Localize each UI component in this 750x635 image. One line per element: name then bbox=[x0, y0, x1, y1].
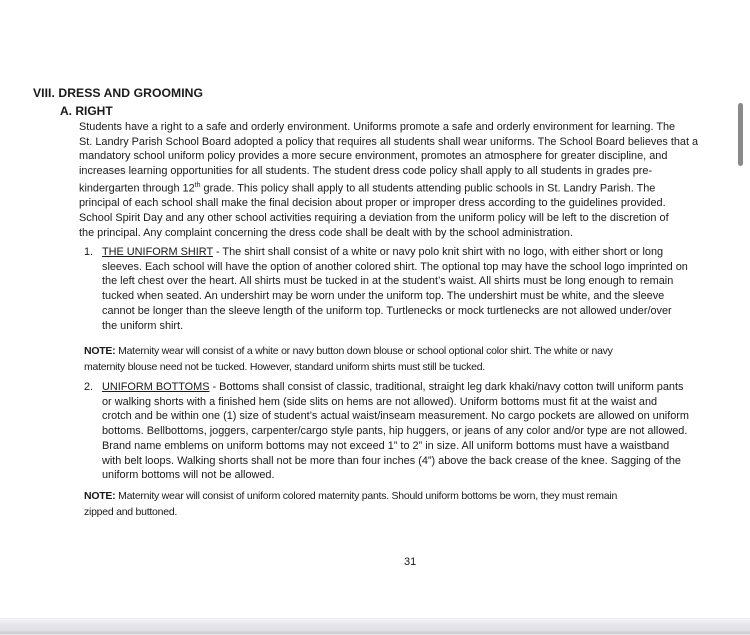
text-line: tucked when seated. An undershirt may be worn under the uniform top. The undershirt must be white, and the sleeve bbox=[102, 290, 665, 303]
text-line: sleeves. Each school will have the option of another colored shirt. The optional top may have the school logo imprinted on bbox=[102, 260, 688, 273]
note-maternity-pants bbox=[84, 488, 714, 520]
text-line: the uniform shirt. bbox=[102, 319, 184, 332]
page-number: 31 bbox=[404, 556, 417, 568]
text-line bbox=[79, 179, 711, 196]
text-span: - Bottoms shall consist of classic, traditional, straight leg dark khaki/navy cotton twill uniform pants bbox=[209, 381, 684, 393]
text-line bbox=[84, 343, 714, 359]
text-span: kindergarten through 12 bbox=[79, 182, 195, 195]
text-line bbox=[102, 245, 714, 260]
text-line: bottoms. Bellbottoms, joggers, carpenter/cargo style pants, hip huggers, or jeans of any color and/or type are not allowed. bbox=[102, 425, 688, 438]
text-line: the principal. Any complaint concerning the dress code shall be dealt with by the school administration. bbox=[79, 226, 573, 239]
text-line: Brand name emblems on uniform bottoms may not exceed 1” to 2” in size. All uniform bottoms must have a waistband bbox=[102, 439, 670, 452]
intro-paragraph bbox=[79, 120, 711, 240]
text-line: increases learning opportunities for all students. The student dress code policy shall apply to all students in grades pre- bbox=[79, 165, 653, 178]
text-line: with belt loops. Walking shorts shall not be more than four inches (4”) above the back crease of the knee. Sagging of the bbox=[102, 454, 681, 467]
list-content bbox=[102, 380, 714, 483]
text-line: principal of each school shall make the final decision about proper or improper dress according to the guidelines provided. bbox=[79, 197, 666, 210]
subsection-title: A. RIGHT bbox=[60, 104, 113, 118]
text-line: or walking shorts with a finished hem (side slits on hems are not allowed). Uniform bottoms must fit at the waist and bbox=[102, 395, 658, 408]
text-line: cannot be longer than the sleeve length of the uniform top. Turtlenecks or mock turtlenecks are not allowed under/over bbox=[102, 304, 672, 317]
text-line: mandatory school uniform policy provides a more secure environment, promotes an atmosphere for greater discipline, and bbox=[79, 150, 668, 163]
note-label: NOTE: bbox=[84, 345, 116, 357]
text-line: maternity blouse need not be tucked. However, standard uniform shirts must still be tucked. bbox=[84, 361, 485, 373]
text-span: Maternity wear will consist of uniform colored maternity pants. Should uniform bottoms be worn, they must remain bbox=[115, 490, 618, 502]
list-content bbox=[102, 245, 714, 333]
superscript: th bbox=[194, 181, 201, 189]
text-line: crotch and be within one (1) size of student’s actual waist/inseam measurement. No cargo pockets are allowed on uniform bbox=[102, 410, 689, 423]
text-line: School Spirit Day and any other school activities requiring a deviation from the uniform policy will be left to the discretion of bbox=[79, 211, 669, 224]
text-line: zipped and buttoned. bbox=[84, 506, 178, 518]
text-line bbox=[102, 380, 714, 395]
list-item-uniform-shirt bbox=[84, 245, 714, 333]
item-heading: THE UNIFORM SHIRT bbox=[102, 246, 213, 258]
vertical-scrollbar[interactable] bbox=[738, 103, 743, 166]
text-span: grade. This policy shall apply to all students attending public schools in St. Landry Parish. The bbox=[200, 182, 656, 195]
item-heading: UNIFORM BOTTOMS bbox=[102, 381, 210, 393]
text-line: the left chest over the heart. All shirts must be tucked in at the student’s waist. All shirts must be long enough to remain bbox=[102, 275, 674, 288]
text-line: Students have a right to a safe and orderly environment. Uniforms promote a safe and orderly environment for learning. The bbox=[79, 121, 676, 133]
text-line: St. Landry Parish School Board adopted a policy that requires all students shall wear uniforms. The School Board believes that a bbox=[79, 135, 699, 148]
text-span: Maternity wear will consist of a white or navy button down blouse or school optional color shirt. The white or navy bbox=[115, 345, 613, 357]
section-title: VIII. DRESS AND GROOMING bbox=[33, 86, 204, 100]
text-span: - The shirt shall consist of a white or navy polo knit shirt with no logo, with either short or long bbox=[212, 246, 664, 258]
note-label: NOTE: bbox=[84, 490, 116, 502]
list-item-uniform-bottoms bbox=[84, 380, 714, 483]
text-line: uniform bottoms will not be allowed. bbox=[102, 469, 275, 482]
list-number: 2. bbox=[84, 381, 94, 393]
bottom-toolbar-edge bbox=[0, 618, 750, 635]
text-line bbox=[84, 488, 714, 504]
note-maternity-shirt bbox=[84, 343, 714, 375]
list-number: 1. bbox=[84, 246, 94, 258]
